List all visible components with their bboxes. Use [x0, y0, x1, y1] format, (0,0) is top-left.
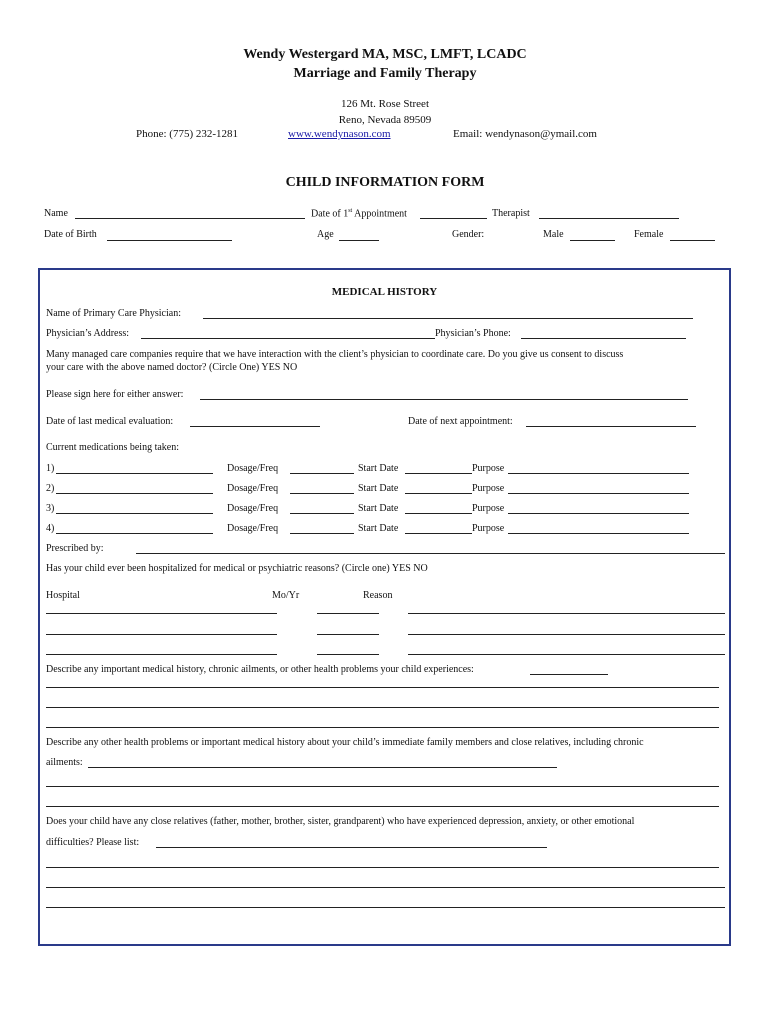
relatives-line[interactable]: [46, 907, 725, 908]
moyr-column-header: Mo/Yr: [272, 590, 300, 601]
reason-field[interactable]: [408, 654, 725, 655]
medication-name-field[interactable]: [56, 513, 213, 514]
age-label: Age: [317, 229, 334, 240]
family-history-line[interactable]: [46, 786, 719, 787]
family-history-field[interactable]: [88, 767, 557, 768]
medical-history-line[interactable]: [46, 707, 719, 708]
start-date-field[interactable]: [405, 473, 472, 474]
relatives-question-line1: Does your child have any close relatives (father, mother, brother, sister, grandparent) who have experienced depression, anxiety, or other emotional: [46, 816, 635, 827]
first-appointment-label: Date of 1st Appointment: [311, 208, 407, 220]
relatives-line[interactable]: [46, 887, 725, 888]
dosage-label: Dosage/Freq: [227, 523, 279, 534]
purpose-label: Purpose: [472, 463, 505, 474]
hospital-column-header: Hospital: [46, 590, 80, 601]
next-appointment-label: Date of next appointment:: [408, 416, 513, 427]
female-label: Female: [634, 229, 664, 240]
medication-name-field[interactable]: [56, 493, 213, 494]
start-date-label: Start Date: [358, 523, 399, 534]
last-evaluation-label: Date of last medical evaluation:: [46, 416, 174, 427]
relatives-line[interactable]: [46, 867, 719, 868]
dosage-label: Dosage/Freq: [227, 503, 279, 514]
dob-field[interactable]: [107, 240, 232, 241]
therapist-label: Therapist: [492, 208, 530, 219]
male-field[interactable]: [570, 240, 615, 241]
medication-row-number: 3): [46, 503, 55, 514]
signature-field[interactable]: [200, 399, 688, 400]
dosage-field[interactable]: [290, 473, 354, 474]
medical-history-question: Describe any important medical history, chronic ailments, or other health problems your child experiences:: [46, 664, 474, 675]
form-title: CHILD INFORMATION FORM: [285, 175, 485, 190]
dosage-label: Dosage/Freq: [227, 463, 279, 474]
consent-text-line2: your care with the above named doctor? (Circle One) YES NO: [46, 362, 298, 373]
medical-history-title: MEDICAL HISTORY: [331, 286, 438, 298]
medications-label: Current medications being taken:: [46, 442, 180, 453]
reason-field[interactable]: [408, 613, 725, 614]
family-history-line[interactable]: [46, 806, 719, 807]
reason-field[interactable]: [408, 634, 725, 635]
medical-history-field[interactable]: [530, 674, 608, 675]
medication-row-number: 2): [46, 483, 55, 494]
purpose-field[interactable]: [508, 473, 689, 474]
start-date-label: Start Date: [358, 503, 399, 514]
start-date-field[interactable]: [405, 533, 472, 534]
purpose-label: Purpose: [472, 523, 505, 534]
female-field[interactable]: [670, 240, 715, 241]
moyr-field[interactable]: [317, 654, 379, 655]
signature-label: Please sign here for either answer:: [46, 389, 184, 400]
physician-phone-field[interactable]: [521, 338, 686, 339]
purpose-field[interactable]: [508, 533, 689, 534]
start-date-field[interactable]: [405, 493, 472, 494]
phone-number: Phone: (775) 232-1281: [136, 128, 239, 140]
next-appointment-field[interactable]: [526, 426, 696, 427]
relatives-question-line2: difficulties? Please list:: [46, 837, 140, 848]
dob-label: Date of Birth: [44, 229, 97, 240]
dosage-field[interactable]: [290, 533, 354, 534]
name-label: Name: [44, 208, 68, 219]
name-field[interactable]: [75, 218, 305, 219]
dosage-label: Dosage/Freq: [227, 483, 279, 494]
physician-name-label: Name of Primary Care Physician:: [46, 308, 181, 319]
consent-text-line1: Many managed care companies require that we have interaction with the client’s physician to coordinate care. Do you give us consent to discuss: [46, 349, 624, 360]
age-field[interactable]: [339, 240, 379, 241]
purpose-label: Purpose: [472, 483, 505, 494]
last-evaluation-field[interactable]: [190, 426, 320, 427]
hospital-field[interactable]: [46, 613, 277, 614]
purpose-label: Purpose: [472, 503, 505, 514]
relatives-field[interactable]: [156, 847, 547, 848]
purpose-field[interactable]: [508, 493, 689, 494]
dosage-field[interactable]: [290, 513, 354, 514]
hospitalized-question: Has your child ever been hospitalized for medical or psychiatric reasons? (Circle one) YES NO: [46, 563, 428, 574]
medication-name-field[interactable]: [56, 533, 213, 534]
therapist-field[interactable]: [539, 218, 679, 219]
first-appointment-field[interactable]: [420, 218, 487, 219]
prescribed-by-label: Prescribed by:: [46, 543, 104, 554]
practitioner-name: Wendy Westergard MA, MSC, LMFT, LCADC: [243, 47, 527, 62]
family-history-question-line1: Describe any other health problems or important medical history about your child’s immediate family members and close relatives, including chronic: [46, 737, 644, 748]
physician-phone-label: Physician’s Phone:: [435, 328, 511, 339]
start-date-label: Start Date: [358, 483, 399, 494]
physician-address-label: Physician’s Address:: [46, 328, 130, 339]
medical-history-line[interactable]: [46, 687, 719, 688]
practice-name: Marriage and Family Therapy: [293, 66, 477, 81]
medication-row-number: 1): [46, 463, 55, 474]
physician-name-field[interactable]: [203, 318, 693, 319]
male-label: Male: [543, 229, 564, 240]
hospital-field[interactable]: [46, 634, 277, 635]
physician-address-field[interactable]: [141, 338, 435, 339]
family-history-question-line2: ailments:: [46, 757, 83, 768]
dosage-field[interactable]: [290, 493, 354, 494]
moyr-field[interactable]: [317, 634, 379, 635]
city-address: Reno, Nevada 89509: [338, 114, 432, 126]
purpose-field[interactable]: [508, 513, 689, 514]
prescribed-by-field[interactable]: [136, 553, 725, 554]
street-address: 126 Mt. Rose Street: [341, 98, 429, 110]
email-address: Email: wendynason@ymail.com: [453, 128, 597, 140]
reason-column-header: Reason: [363, 590, 393, 601]
start-date-label: Start Date: [358, 463, 399, 474]
medical-history-line[interactable]: [46, 727, 719, 728]
hospital-field[interactable]: [46, 654, 277, 655]
medication-row-number: 4): [46, 523, 55, 534]
medication-name-field[interactable]: [56, 473, 213, 474]
moyr-field[interactable]: [317, 613, 379, 614]
website-link[interactable]: www.wendynason.com: [288, 128, 391, 140]
start-date-field[interactable]: [405, 513, 472, 514]
gender-label: Gender:: [452, 229, 485, 240]
